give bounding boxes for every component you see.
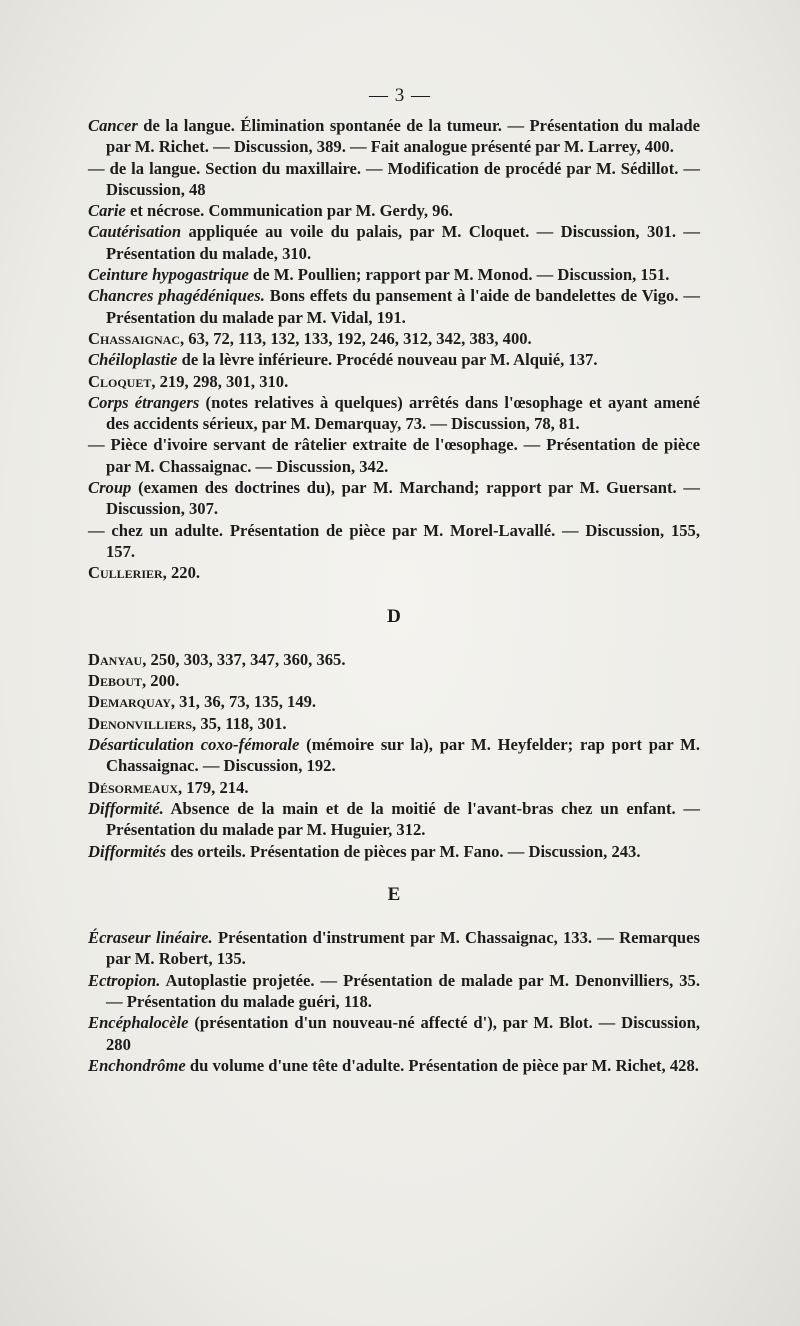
index-entry [88,200,700,221]
entry-heading: Cancer [88,116,138,135]
index-entry [88,115,700,158]
entry-text: (notes relatives à quelques) arrêtés dans l'œsophage et ayant amené des accidents sérieux, par M. Demarquay, 73. — Discussion, 78, 81. [106,392,700,434]
entry-heading: Chassaignac, [88,328,185,348]
index-entry [88,713,700,734]
entry-heading: Cloquet, [88,371,156,391]
index-column [88,115,700,1076]
entry-heading: Chéiloplastie [88,350,178,370]
index-entry [88,221,700,264]
index-entry [88,349,700,370]
entry-text: et nécrose. Communication par M. Gerdy, 96. [125,201,453,221]
entry-heading: Danyau, [88,649,147,669]
entry-text: appliquée au voile du palais, par M. Cloquet. — Discussion, 301. — Présentation du malade, 310. [106,222,700,263]
entry-heading: Debout, [88,671,147,691]
entry-heading: Denonvilliers, [88,713,197,733]
index-entry [88,734,700,777]
index-entry [88,927,700,970]
index-entry [88,285,700,328]
entry-heading: Difformité. [88,798,164,818]
index-entry [88,371,700,392]
entry-text: Absence de la main et de la moitié de l'avant-bras chez un enfant. — Présentation du malade par M. Huguier, 312. [106,798,700,840]
entry-heading: Demarquay, [88,692,176,712]
entry-heading: Écraseur linéaire. [88,928,213,948]
index-entry [88,562,700,583]
entry-heading: Désormeaux, [88,777,183,797]
section-e [88,927,700,1076]
entry-text: des orteils. Présentation de pièces par M. Fano. — Discussion, 243. [166,841,641,861]
index-entry [88,520,700,563]
index-entry [88,649,700,670]
page-number: — 3 — [369,85,431,106]
index-entry [88,777,700,798]
entry-text: 250, 303, 337, 347, 360, 365. [146,649,346,669]
entry-text: 219, 298, 301, 310. [155,371,289,391]
entry-text: (présentation d'un nouveau-né affecté d'), par M. Blot. — Discussion, 280 [106,1013,700,1054]
index-entry [88,328,700,349]
entry-text: 179, 214. [182,777,249,797]
section-d [88,649,700,862]
index-entry [88,158,700,201]
entry-heading: Encéphalocèle [88,1013,189,1033]
entry-text: 31, 36, 73, 135, 149. [175,692,317,712]
index-entry [88,264,700,285]
section-letter-d: D [387,605,401,627]
entry-heading: Difformités [88,841,167,861]
entry-text: Présentation d'instrument par M. Chassaignac, 133. — Remarques par M. Robert, 135. [106,928,700,969]
entry-text: 63, 72, 113, 132, 133, 192, 246, 312, 342, 383, 400. [184,328,532,348]
index-entry [88,691,700,712]
section-letter-e: E [387,883,401,905]
entry-heading: Ectropion. [88,970,161,990]
entry-text: — Pièce d'ivoire servant de râtelier extraite de l'œsophage. — Présentation de pièce par M. Chassaignac. — Discussion, 342. [88,435,700,476]
index-entry [88,1055,700,1076]
entry-text: Autoplastie projetée. — Présentation de malade par M. Denonvilliers, 35. — Présentation du malade guéri, 118. [106,970,700,1011]
entry-heading: Carie [88,201,126,221]
entry-heading: Cullerier, [88,563,167,583]
entry-text: 200. [146,671,180,691]
entry-heading: Cautérisation [88,222,182,242]
entry-heading: Désarticulation coxo-fémorale [88,735,300,755]
index-entry [88,798,700,841]
entry-text: de M. Poullien; rapport par M. Monod. — Discussion, 151. [248,265,670,285]
entry-text: (examen des doctrines du), par M. Marchand; rapport par M. Guersant. — Discussion, 307. [106,478,700,519]
entry-heading: Enchondrôme [88,1055,186,1075]
entry-heading: Corps étrangers [88,392,200,412]
index-entry [88,841,700,862]
entry-text: du volume d'une tête d'adulte. Présentation de pièce par M. Richet, 428. [185,1055,699,1075]
entry-text: 220. [166,563,201,583]
index-entry [88,670,700,691]
entry-text: Bons effets du pansement à l'aide de bandelettes de Vigo. — Présentation du malade par M. Vidal, 191. [106,286,700,327]
entry-heading: Croup [88,478,132,498]
index-entry [88,1012,700,1055]
entry-text: de la langue. Élimination spontanée de la tumeur. — Présentation du malade par M. Richet. — Discussion, 389. — Fait analogue présenté par M. Larrey, 400. [106,116,700,157]
entry-heading: Ceinture hypogastrique [88,265,249,285]
entry-heading: Chancres phagédéniques. [88,286,265,306]
index-entry [88,970,700,1013]
index-entry [88,434,700,477]
index-entry [88,392,700,435]
index-entry [88,477,700,520]
section-c [88,115,700,584]
entry-text: 35, 118, 301. [196,713,287,733]
entry-text: (mémoire sur la), par M. Heyfelder; rap port par M. Chassaignac. — Discussion, 192. [106,735,700,776]
entry-text: — chez un adulte. Présentation de pièce par M. Morel-Lavallé. — Discussion, 155, 157. [88,520,700,561]
entry-text: — de la langue. Section du maxillaire. — Modification de procédé par M. Sédillot. — Discussion, 48 [88,158,700,199]
entry-text: de la lèvre inférieure. Procédé nouveau par M. Alquié, 137. [177,350,598,370]
